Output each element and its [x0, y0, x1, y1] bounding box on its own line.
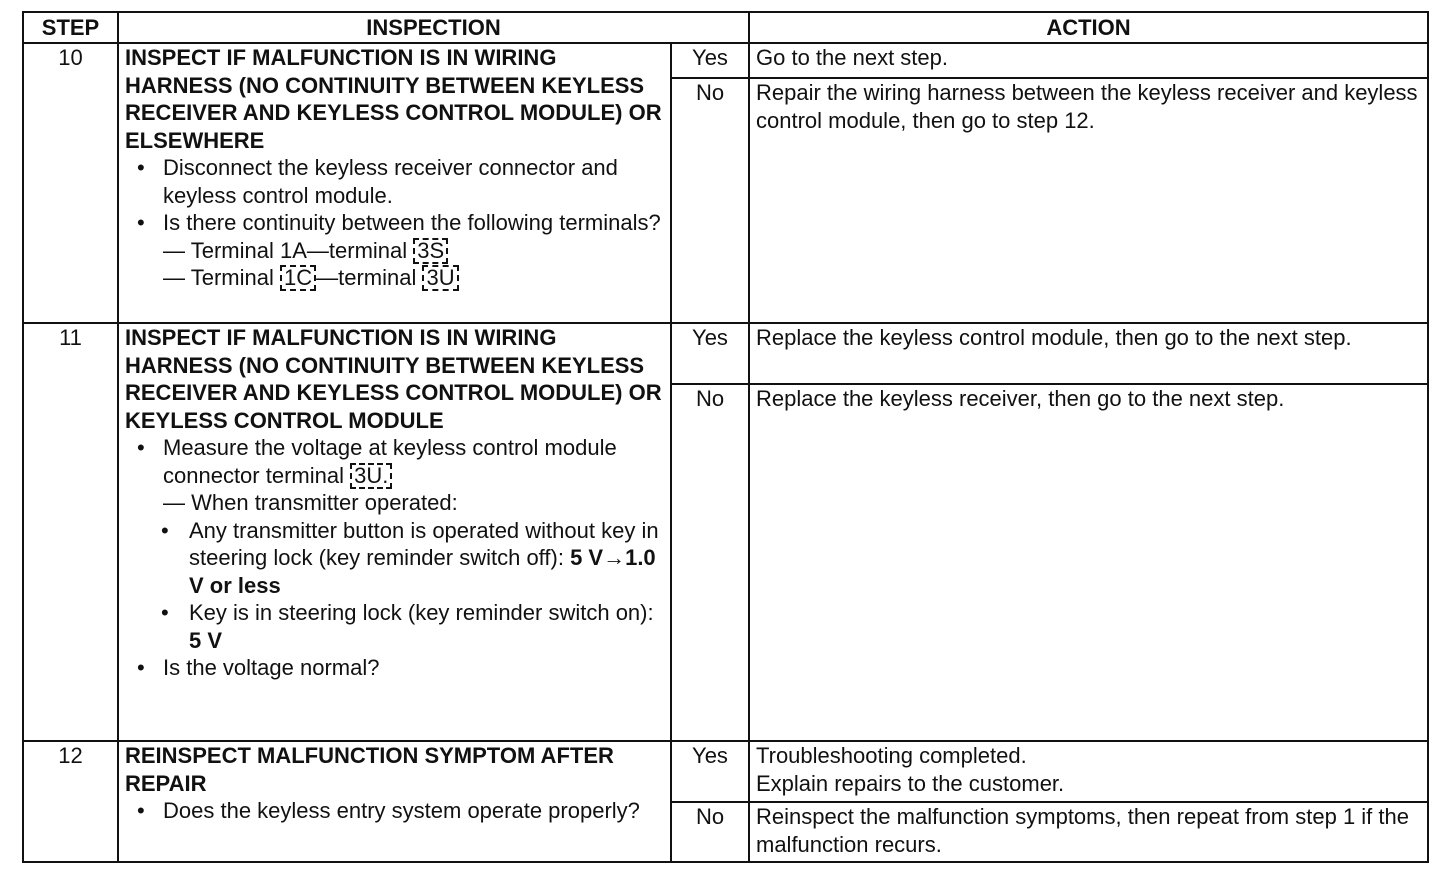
no-label: No — [671, 384, 749, 741]
yes-label: Yes — [671, 43, 749, 78]
header-row — [23, 12, 1428, 43]
yes-label: Yes — [671, 741, 749, 802]
terminal-pair: — Terminal 1C —terminal 3U — [163, 264, 664, 292]
yes-action: Go to the next step. — [749, 43, 1428, 78]
bullet-text: Is there continuity between the following terminals? — [163, 210, 661, 235]
inspection-title: REINSPECT MALFUNCTION SYMPTOM AFTER REPAIR — [125, 743, 614, 796]
spec-value: 5 V→1.0 V or less — [189, 545, 656, 598]
no-action: Replace the keyless receiver, then go to the next step. — [749, 384, 1428, 741]
header-step: STEP — [23, 12, 118, 43]
no-action: Repair the wiring harness between the keyless receiver and keyless control module, then go to step 12. — [749, 78, 1428, 323]
table-row — [23, 741, 1428, 802]
no-action: Reinspect the malfunction symptoms, then repeat from step 1 if the malfunction recurs. — [749, 802, 1428, 862]
inspection-cell — [118, 741, 671, 862]
troubleshooting-table — [22, 11, 1429, 863]
inspection-cell — [118, 323, 671, 741]
step-number: 12 — [23, 741, 118, 862]
header-inspection: INSPECTION — [118, 12, 749, 43]
table-row — [23, 323, 1428, 384]
no-label: No — [671, 802, 749, 862]
inspection-title: INSPECT IF MALFUNCTION IS IN WIRING HARNESS (NO CONTINUITY BETWEEN KEYLESS RECEIVER AND KEYLESS CONTROL MODULE) OR KEYLESS CONTROL MODULE — [125, 325, 662, 433]
terminal-highlight: 3U — [422, 265, 458, 291]
table-row — [23, 43, 1428, 78]
bullet-item — [125, 209, 664, 292]
bullet-item: • Disconnect the keyless receiver connector and keyless control module. — [125, 154, 664, 209]
sub-bullet-item: • Key is in steering lock (key reminder switch on): 5 V — [125, 599, 664, 654]
yes-action: Replace the keyless control module, then go to the next step. — [749, 323, 1428, 384]
terminal-highlight: 1C — [280, 265, 316, 291]
bullet-item: • Does the keyless entry system operate properly? — [125, 797, 664, 825]
terminal-pair: — Terminal 1A—terminal 3S — [163, 237, 664, 265]
bullet-item: • Measure the voltage at keyless control module connector terminal 3U. — When transmitter operated: — [125, 434, 664, 517]
dash-line: — When transmitter operated: — [163, 490, 458, 515]
spec-value: 5 V — [189, 627, 223, 653]
inspection-title: INSPECT IF MALFUNCTION IS IN WIRING HARNESS (NO CONTINUITY BETWEEN KEYLESS RECEIVER AND KEYLESS CONTROL MODULE) OR ELSEWHERE — [125, 45, 662, 153]
yes-label: Yes — [671, 323, 749, 384]
sub-bullet-item: • Any transmitter button is operated without key in steering lock (key reminder switch off): 5 V→1.0 V or less — [125, 517, 664, 600]
terminal-highlight: 3S — [413, 238, 448, 264]
inspection-cell — [118, 43, 671, 323]
header-action: ACTION — [749, 12, 1428, 43]
no-label: No — [671, 78, 749, 323]
terminal-highlight: 3U. — [350, 463, 392, 489]
terminal-label: 1A — [279, 237, 307, 263]
bullet-item: • Is the voltage normal? — [125, 654, 664, 682]
step-number: 11 — [23, 323, 118, 741]
yes-action: Troubleshooting completed. Explain repairs to the customer. — [749, 741, 1428, 802]
step-number: 10 — [23, 43, 118, 323]
